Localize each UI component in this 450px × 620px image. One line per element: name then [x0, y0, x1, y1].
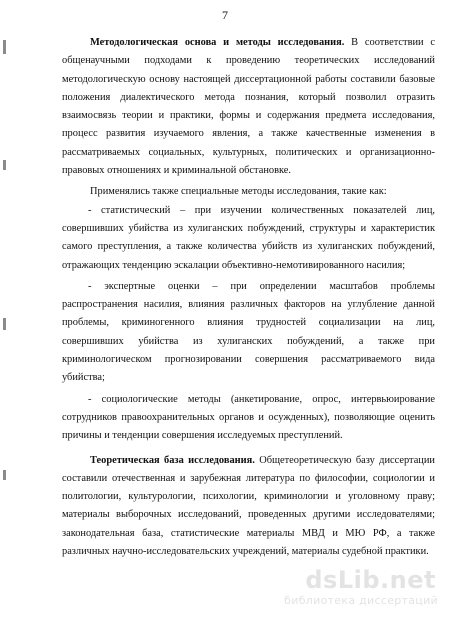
watermark-logo: dsLib.net — [305, 566, 436, 594]
site-watermark — [272, 566, 442, 612]
methodology-heading: Методологическая основа и методы исследования. — [90, 37, 345, 48]
document-body — [62, 34, 435, 561]
left-scan-edge-3 — [3, 318, 6, 330]
left-scan-edge-4 — [3, 470, 6, 480]
theory-text: Общетеоретическую базу диссертации составили отечественная и зарубежная литература по философии, социологии и политологии, культурологии, психологии, криминологии и уголовному праву; материалы выборочных исследований, проведенных другими исследователями; законодательная база, статистические материалы МВД и МЮ РФ, а также различных научно-исследовательских учреждений, материалы судебной практики. — [62, 454, 435, 558]
method-item-sociological: - социологические методы (анкетирование, опрос, интервьюирование сотрудников правоохранительных органов и осужденных), позволяющие оценить причины и тенденции совершения исследуемых преступлений. — [62, 393, 435, 442]
page-number: 7 — [222, 8, 228, 22]
left-scan-edge-1 — [3, 40, 6, 54]
method-item-statistical: - статистический – при изучении количественных показателей лиц, совершивших убийства из хулиганских побуждений, структуры и характеристик самого преступления, а также количества убийств из хулиганских побуждений, отражающих тенденцию эскалации объективно-немотивированного насилия; — [62, 204, 435, 271]
method-item-expert: - экспертные оценки – при определении масштабов проблемы распространения насилия, влияния различных факторов на углубление данной проблемы, криминогенного влияния трудностей социализации на лиц, совершивших убийства из хулиганских побуждений, а также при криминологическом прогнозировании совершения рассматриваемого вида убийства; — [62, 280, 435, 384]
watermark-caption: библиотека диссертаций — [284, 594, 438, 607]
special-methods-intro: Применялись также специальные методы исследования, такие как: — [90, 186, 387, 198]
methodology-paragraph — [62, 34, 435, 180]
methodology-text: В соответствии с общенаучными подходами к проведению теоретических исследований методологическую основу настоящей диссертационной работы составили базовые положения диалектического метода познания, который позволил отразить взаимосвязь теории и практики, формы и содержания предмета исследования, процесс развития изучаемого явления, а также качественные изменения в рассматриваемых социальных, культурных, политических и организационно-правовых отношениях и криминальной обстановке. — [62, 37, 436, 177]
theory-paragraph — [62, 452, 435, 562]
left-scan-edge-2 — [3, 160, 6, 170]
theory-heading: Теоретическая база исследования. — [90, 454, 255, 466]
